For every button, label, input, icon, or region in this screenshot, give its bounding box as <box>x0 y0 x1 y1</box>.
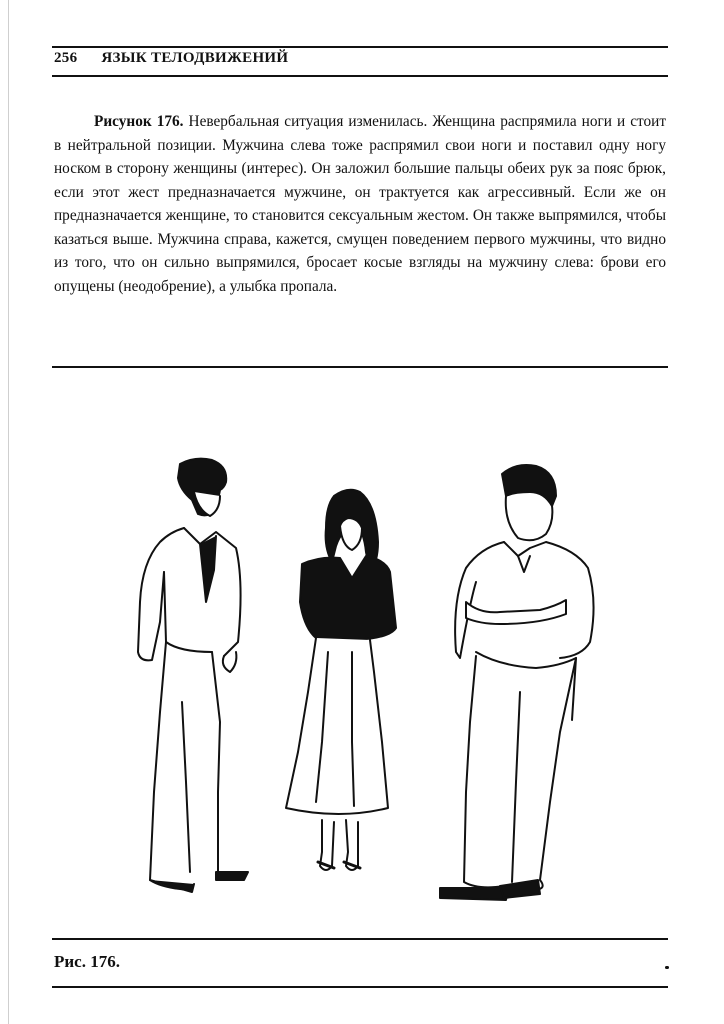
right-man-figure <box>440 465 594 900</box>
woman-figure <box>286 490 396 870</box>
caption-bottom-rule <box>52 986 668 988</box>
page-edge-line <box>8 0 9 1024</box>
figure-description <box>54 110 666 298</box>
text-bottom-rule <box>52 366 668 368</box>
figure-caption: Рис. 176. <box>54 952 120 971</box>
running-head <box>54 50 666 67</box>
description-text: Невербальная ситуация изменилась. Женщина распрямила ноги и стоит в нейтральной позиции. Мужчина слева тоже распрямил свои ноги и поставил одну ногу носком в сторону женщины (интерес). Он заложил большие пальцы обеих рук за пояс брюк, если этот жест предназначается мужчине, он трактуется как агрессивный. Если же он предназначается женщине, то становится сексуальным жестом. Он также выпрямился, чтобы казаться выше. Мужчина справа, кажется, смущен поведением первого мужчины, что видно из того, что он сильно выпрямился, бросает косые взгляды на мужчину слева: брови его опущены (неодобрение), а улыбка пропала. <box>54 113 666 295</box>
caption-top-rule <box>52 938 668 940</box>
left-man-figure <box>138 459 248 892</box>
figure-reference: Рисунок 176. <box>94 113 184 130</box>
header-bottom-rule <box>52 75 668 77</box>
running-title: ЯЗЫК ТЕЛОДВИЖЕНИЙ <box>101 50 289 66</box>
print-mark <box>665 966 669 969</box>
page-number: 256 <box>54 50 78 66</box>
illustration-three-people <box>120 452 620 912</box>
header-top-rule <box>52 46 668 48</box>
